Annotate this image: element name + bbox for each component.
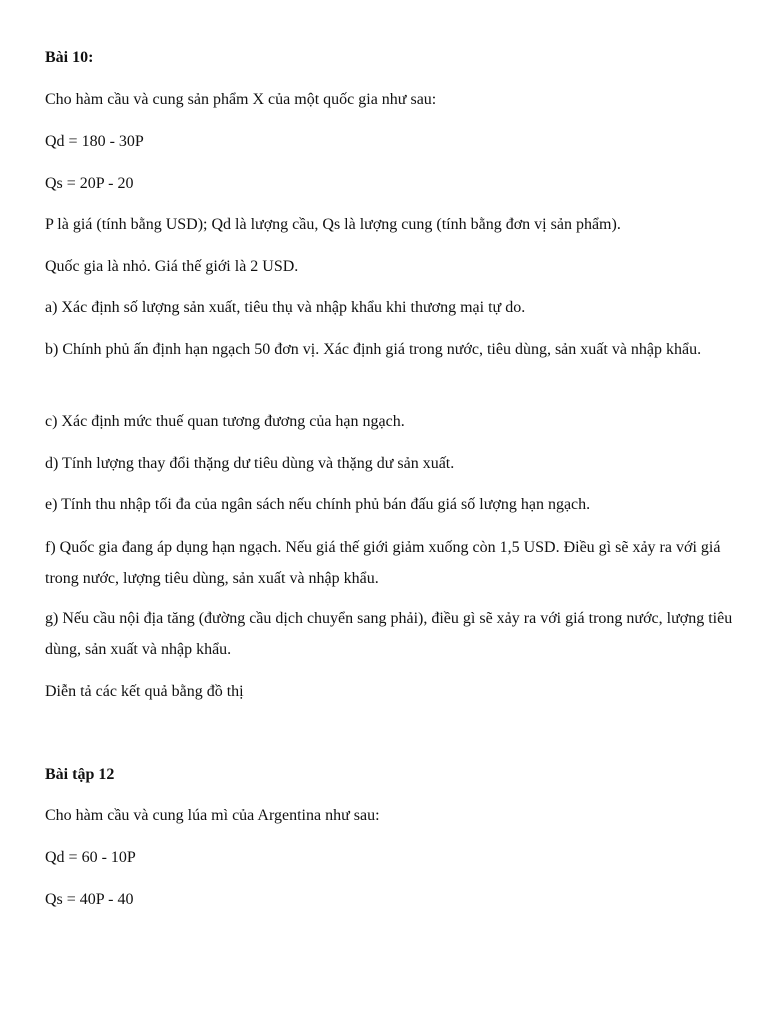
exercise-10-intro: Cho hàm cầu và cung sản phẩm X của một quốc gia như sau: [45,91,437,108]
exercise-12-intro: Cho hàm cầu và cung lúa mì của Argentina như sau: [45,807,380,824]
question-e: e) Tính thu nhập tối đa của ngân sách nếu chính phủ bán đấu giá số lượng hạn ngạch. [45,496,591,513]
question-f: f) Quốc gia đang áp dụng hạn ngạch. Nếu giá thế giới giảm xuống còn 1,5 USD. Điều gì sẽ xảy ra với giá trong nước, lượng tiêu dùng, sản xuất và nhập khẩu. [45,539,721,587]
question-b: b) Chính phủ ấn định hạn ngạch 50 đơn vị. Xác định giá trong nước, tiêu dùng, sản xuất và nhập khẩu. [45,341,702,358]
question-c: c) Xác định mức thuế quan tương đương của hạn ngạch. [45,413,405,430]
question-d: d) Tính lượng thay đổi thặng dư tiêu dùng và thặng dư sản xuất. [45,455,455,472]
exercise-12-supply-equation: Qs = 40P - 40 [45,891,134,908]
question-a: a) Xác định số lượng sản xuất, tiêu thụ và nhập khẩu khi thương mại tự do. [45,299,526,316]
variable-definition: P là giá (tính bằng USD); Qd là lượng cầu, Qs là lượng cung (tính bằng đơn vị sản phẩm). [45,216,621,233]
demand-equation: Qd = 180 - 30P [45,133,144,150]
exercise-10-title: Bài 10: [45,49,94,66]
exercise-12-demand-equation: Qd = 60 - 10P [45,849,136,866]
country-context: Quốc gia là nhỏ. Giá thế giới là 2 USD. [45,258,299,275]
exercise-12-title: Bài tập 12 [45,766,115,783]
supply-equation: Qs = 20P - 20 [45,175,134,192]
question-g: g) Nếu cầu nội địa tăng (đường cầu dịch chuyển sang phải), điều gì sẽ xảy ra với giá trong nước, lượng tiêu dùng, sản xuất và nhập khẩu. [45,610,733,658]
closing-instruction: Diễn tả các kết quả bằng đồ thị [45,683,244,700]
